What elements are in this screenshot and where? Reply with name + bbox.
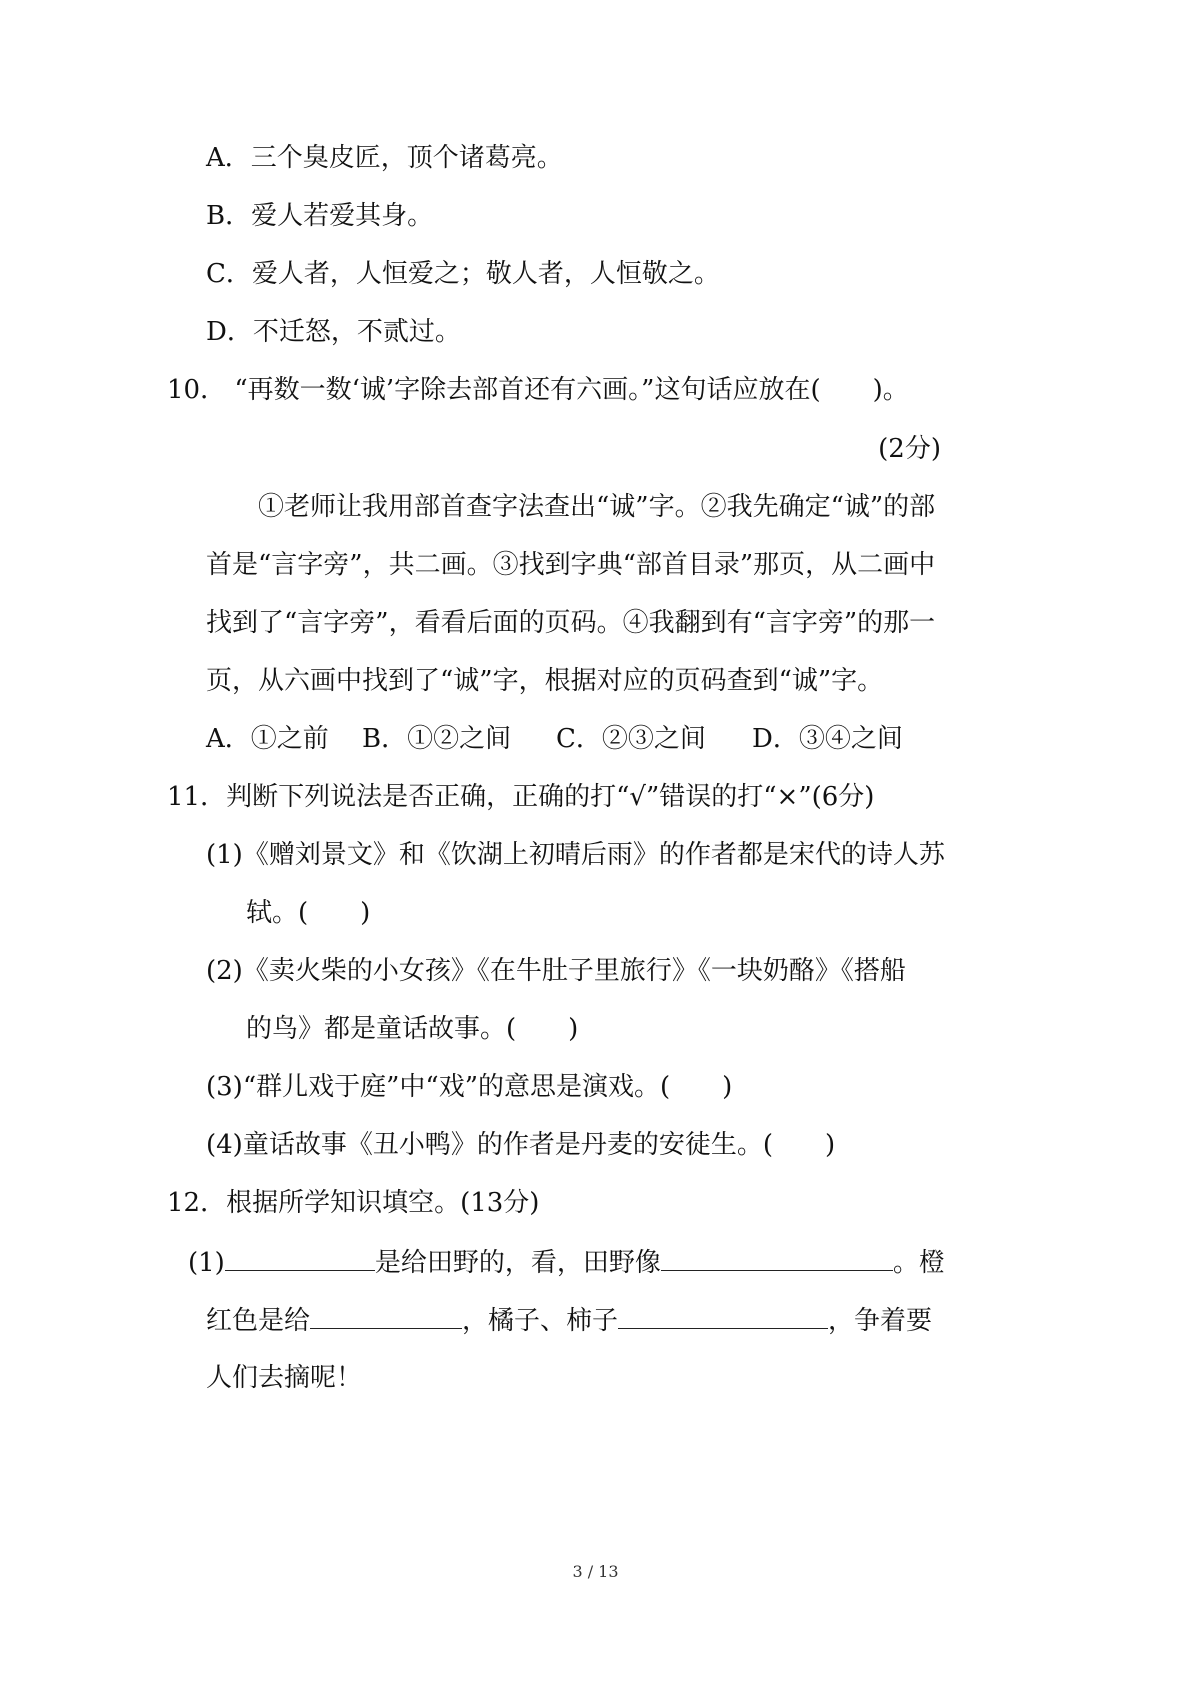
page-number: 3 / 13 [572,1562,619,1581]
q11-item-cont: 的鸟》都是童话故事。( ) [246,1014,579,1044]
q9-option-b: B．爱人若爱其身。 [206,201,434,231]
q10-option-b: B．①②之间 [362,724,512,754]
q11-item: (4)童话故事《丑小鸭》的作者是丹麦的安徒生。( ) [206,1130,836,1160]
q12-line2-end: ，争着要 [828,1306,933,1336]
q12-line2-mid: ，橘子、柿子 [462,1306,619,1336]
q12-line2-text: 红色是给 [206,1306,311,1336]
q10-passage-line: 首是“言字旁”，共二画。③找到字典“部首目录”那页，从二画中 [206,550,936,580]
q12-fill-line-1 [188,1244,945,1280]
fill-blank[interactable] [618,1302,828,1329]
fill-blank[interactable] [310,1302,462,1329]
q10-passage-line: 页，从六画中找到了“诚”字，根据对应的页码查到“诚”字。 [206,666,884,696]
q10-option-d: D．③④之间 [752,724,903,754]
q12-fill-line-2 [206,1302,932,1338]
fill-blank[interactable] [225,1244,375,1271]
fill-blank[interactable] [661,1244,893,1271]
q10-passage-line: ①老师让我用部首查字法查出“诚”字。②我先确定“诚”的部 [258,492,936,522]
q11-item-cont: 轼。( ) [246,898,371,928]
q10-option-a: A．①之前 [206,724,329,754]
q10-passage-line: 找到了“言字旁”，看看后面的页码。④我翻到有“言字旁”的那一 [206,608,936,638]
q12-fill-line-3: 人们去摘呢！ [206,1363,363,1393]
q10-stem: 10． “再数一数‘诚’字除去部首还有六画。”这句话应放在( )。 [167,375,909,405]
q11-item: (3)“群儿戏于庭”中“戏”的意思是演戏。( ) [206,1072,733,1102]
q12-line1-end: 。橙 [892,1248,945,1278]
q10-score: (2分) [878,434,941,464]
q12-line1-label: (1) [188,1248,225,1278]
q12-stem: 12．根据所学知识填空。(13分) [167,1188,540,1218]
q9-option-d: D．不迁怒，不贰过。 [206,317,461,347]
q11-item: (1)《赠刘景文》和《饮湖上初晴后雨》的作者都是宋代的诗人苏 [206,840,945,870]
q11-item: (2)《卖火柴的小女孩》《在牛肚子里旅行》《一块奶酪》《搭船 [206,956,906,986]
q11-stem: 11．判断下列说法是否正确，正确的打“√”错误的打“×”(6分) [167,782,875,812]
q10-option-c: C．②③之间 [556,724,706,754]
q9-option-c: C．爱人者，人恒爱之；敬人者，人恒敬之。 [206,259,720,289]
q9-option-a: A．三个臭皮匠，顶个诸葛亮。 [206,143,563,173]
q12-line1-text: 是给田野的，看，田野像 [374,1248,661,1278]
